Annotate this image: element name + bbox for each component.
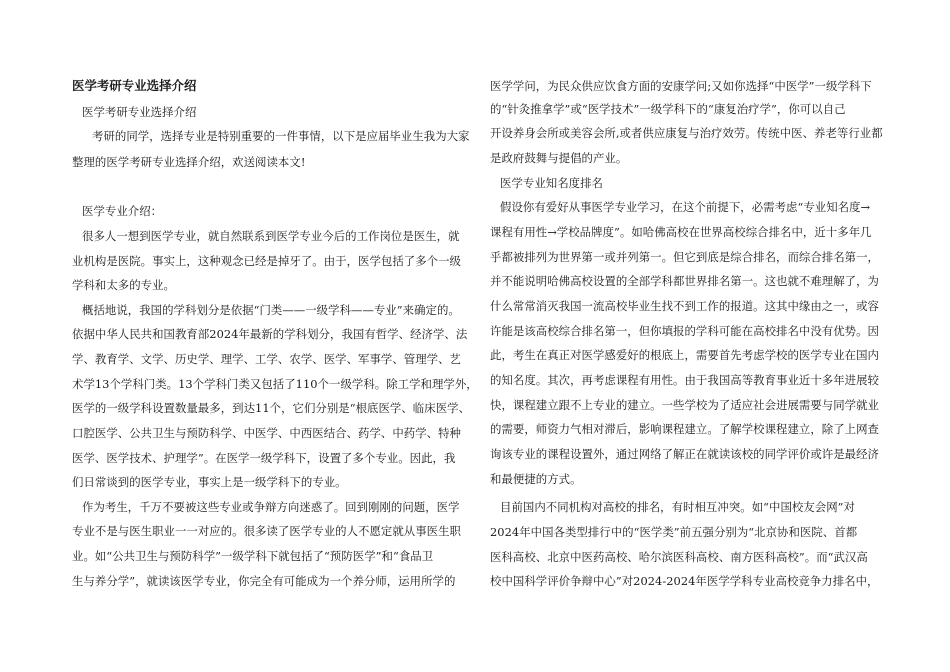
text-line: 依据中华人民共和国教育部2024年最新的学科划分，我国有哲学、经济学、法 [72,327,468,341]
text-line: 考研的同学，选择专业是特别重要的一件事情，以下是应届毕业生我为大家 [92,129,470,143]
text-line: 目前国内不同机构对高校的排名，有时相互冲突。如“中国校友会网”对 [500,500,855,514]
text-line: 业。如“公共卫生与预防科学”一级学科下就包括了“预防医学”和“食品卫 [72,549,434,563]
text-line: 课程有用性→学校品牌度”。如哈佛高校在世界高校综合排名中，近十多年几 [490,225,872,239]
text-line: 医学、医学技术、护理学”。在医学一级学科下，设置了多个专业。因此，我 [72,451,456,465]
text-line: 生与养分学”，就读该医学专业，你完全有可能成为一个养分师，运用所学的 [72,574,456,588]
text-line: 什么常常消灭我国一流高校毕业生找不到工作的报道。这其中缘由之一，或容 [490,299,879,313]
text-line: 乎都被排列为世界第一或并列第一。但它到底是综合排名，而综合排名第一， [490,250,879,264]
text-line: 学、教育学、文学、历史学、理学、工学、农学、医学、军事学、管理学、艺 [72,352,461,366]
text-line: 术学13个学科门类。13个学科门类又包括了110个一级学科。除工学和理学外， [72,377,478,391]
text-line: 口腔医学、公共卫生与预防科学、中医学、中西医结合、药学、中药学、特种 [72,426,461,440]
text-line: 和最便捷的方式。 [490,472,582,486]
text-line: 的需要，师资力气相对滞后，影响课程建立。了解学校课程建立，除了上网查 [490,422,879,436]
text-line: 们日常谈到的医学专业，事实上是一级学科下的专业。 [72,475,347,489]
section-heading: 医学专业知名度排名 [500,176,603,190]
subtitle-line: 医学考研专业选择介绍 [82,105,197,119]
text-line: 询该专业的课程设置外，通过网络了解正在就读该校的同学评价或许是最经济 [490,447,879,461]
text-line: 是政府鼓舞与提倡的产业。 [490,151,628,165]
text-line: 概括地说，我国的学科划分是依据“门类——一级学科——专业”来确定的。 [82,303,460,317]
text-line: 业机构是医院。事实上，这种观念已经是掉牙了。由于，医学包括了多个一级 [72,254,461,268]
section-heading: 医学专业介绍： [82,204,163,218]
text-line: 学科和太多的专业。 [72,278,175,292]
text-line: 作为考生，千万不要被这些专业或争辩方向迷惑了。回到刚刚的问题，医学 [82,500,460,514]
text-line: 并不能说明哈佛高校设置的全部学科都世界排名第一。这也就不难理解了，为 [490,274,879,288]
text-line: 整理的医学考研专业选择介绍，欢送阅读本文! [72,155,306,169]
text-line: 快，课程建立跟不上专业的建立。一些学校为了适应社会进展需要与同学就业 [490,398,879,412]
text-line: 2024年中国各类型排行中的“医学类”前五强分别为“北京协和医院、首都 [490,525,858,539]
text-line: 校中国科学评价争辩中心”对2024-2024年医学学科专业高校竞争力排名中， [490,574,879,588]
text-line: 医学的一级学科设置数量最多，到达11个，它们分别是“根底医学、临床医学、 [72,401,471,415]
text-line: 很多人一想到医学专业，就自然联系到医学专业今后的工作岗位是医生，就 [82,229,460,243]
text-line: 专业不是与医生职业一一对应的。很多读了医学专业的人不愿定就从事医生职 [72,524,461,538]
text-line: 医科高校、北京中医药高校、哈尔滨医科高校、南方医科高校”。而“武汉高 [490,550,868,564]
document-title: 医学考研专业选择介绍 [72,78,197,93]
text-line: 开设养身会所或美容会所,或者供应康复与治疗效劳。传统中医、养老等行业都 [490,126,883,140]
text-line: 的知名度。其次，再考虑课程有用性。由于我国高等教育事业近十多年进展较 [490,373,879,387]
text-line: 许能是该高校综合排名第一，但你填报的学科可能在高校排名中没有优势。因 [490,324,879,338]
text-line: 假设你有爱好从事医学专业学习，在这个前提下，必需考虑“专业知名度→ [500,200,871,214]
text-line: 的“针灸推拿学”或“医学技术”一级学科下的“康复治疗学”，你可以自己 [490,102,846,116]
text-line: 此，考生在真正对医学感爱好的根底上，需要首先考虑学校的医学专业在国内 [490,348,879,362]
text-line: 医学学问，为民众供应饮食方面的安康学问;又如你选择“中医学”一级学科下 [490,79,872,93]
